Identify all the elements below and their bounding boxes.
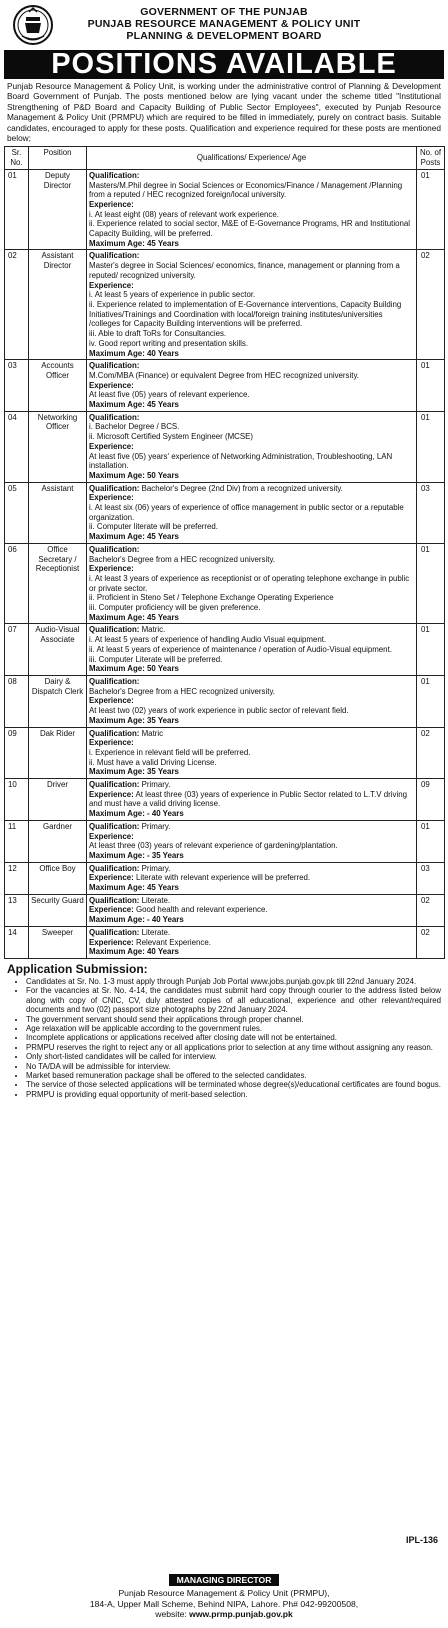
list-item: • PRMPU reserves the right to reject any or all applications prior to selection at any time without assigning any reason. — [26, 1043, 444, 1052]
col-header-sr: Sr. No. — [5, 147, 29, 169]
qualification-line: Qualification: Matric. — [89, 625, 166, 635]
row-sr-no: 07 — [5, 624, 29, 676]
row-posts: 01 — [417, 169, 445, 250]
qualification-line: Maximum Age: 45 Years — [89, 612, 179, 622]
row-qualifications — [87, 543, 417, 624]
row-qualifications — [87, 926, 417, 958]
row-sr-no: 01 — [5, 169, 29, 250]
row-sr-no: 03 — [5, 360, 29, 412]
col-header-posts: No. of Posts — [417, 147, 445, 169]
row-posts: 02 — [417, 727, 445, 779]
col-header-position: Position — [29, 147, 87, 169]
header-government: GOVERNMENT OF THE PUNJAB — [140, 6, 308, 18]
qualification-line: i. At least 5 years of experience of handling Audio Visual equipment. — [89, 635, 327, 645]
qualification-line: Qualification: — [89, 544, 140, 554]
footer — [4, 1570, 444, 1620]
qualification-line: Experience: Relevant Experience. — [89, 937, 211, 947]
website-label: website: — [155, 1609, 190, 1619]
row-qualifications — [87, 727, 417, 779]
list-item: • Only short-listed candidates will be called for interview. — [26, 1052, 444, 1061]
list-item: • Candidates at Sr. No. 1-3 must apply through Punjab Job Portal www.jobs.punjab.gov.pk till 22nd January 2024. — [26, 977, 444, 986]
qualification-line: Qualification: — [89, 251, 140, 261]
row-sr-no: 08 — [5, 676, 29, 728]
table-row — [5, 926, 445, 958]
qualification-line: Qualification: — [89, 677, 140, 686]
qualification-line: Experience: — [89, 441, 134, 451]
qualification-line: Experience: — [89, 493, 134, 503]
list-item: • The government servant should send their applications through proper channel. — [26, 1015, 444, 1024]
qualification-line: Masters/M.Phil degree in Social Sciences or Economics/Finance / Management /Planning from a reputed / HEC recognized foreign/local university. — [89, 180, 403, 200]
row-posts: 03 — [417, 862, 445, 894]
qualification-line: Maximum Age: - 35 Years — [89, 850, 184, 860]
qualification-line: Maximum Age: 50 Years — [89, 470, 179, 480]
qualification-line: Experience: — [89, 199, 134, 209]
list-item: • Age relaxation will be applicable according to the government rules. — [26, 1024, 444, 1033]
qualification-line: Experience: — [89, 831, 134, 841]
row-qualifications — [87, 779, 417, 821]
table-row — [5, 624, 445, 676]
qualification-line: Maximum Age: 45 Years — [89, 400, 179, 410]
qualification-line: ii. Must have a valid Driving License. — [89, 757, 217, 767]
row-qualifications — [87, 820, 417, 862]
footer-title: MANAGING DIRECTOR — [169, 1574, 280, 1586]
header-unit: PUNJAB RESOURCE MANAGEMENT & POLICY UNIT — [87, 18, 361, 30]
qualification-line: i. At least 5 years of experience in public sector. — [89, 290, 256, 300]
list-item: • For the vacancies at Sr. No. 4-14, the candidates must submit hard copy through courier to the address listed below along with copy of CNIC, CV, duly attested copies of all educational, experience and other relevant/required documents and two (02) passport size photographs by 22nd January 2024. — [26, 986, 444, 1014]
qualification-line: Bachelor's Degree from a HEC recognized university. — [89, 686, 275, 696]
list-item: • Market based remuneration package shall be offered to the selected candidates. — [26, 1071, 444, 1080]
row-position: Networking Officer — [29, 411, 87, 482]
qualification-line: Qualification: Primary. — [89, 821, 171, 831]
row-sr-no: 14 — [5, 926, 29, 958]
qualification-line: Qualification: Literate. — [89, 927, 171, 937]
footer-org: Punjab Resource Management & Policy Unit (PRMPU), — [118, 1588, 330, 1598]
row-position: Sweeper — [29, 926, 87, 958]
row-posts: 01 — [417, 820, 445, 862]
qualification-line: Maximum Age: 45 Years — [89, 238, 179, 248]
qualification-line: Experience: Good health and relevant experience. — [89, 905, 268, 915]
qualification-line: Experience: — [89, 380, 134, 390]
qualification-line: Qualification: Primary. — [89, 780, 171, 790]
row-qualifications — [87, 862, 417, 894]
qualification-line: Qualification: Matric — [89, 728, 164, 738]
qualification-line: i. At least 3 years of experience as receptionist or of operating telephone exchange in public or private sector. — [89, 573, 410, 593]
table-row — [5, 360, 445, 412]
row-position: Deputy Director — [29, 169, 87, 250]
row-qualifications — [87, 894, 417, 926]
row-position: Gardner — [29, 820, 87, 862]
row-position: Assistant — [29, 482, 87, 543]
qualification-line: Experience: — [89, 738, 134, 748]
list-item: • PRMPU is providing equal opportunity of merit-based selection. — [26, 1090, 444, 1099]
qualification-line: Maximum Age: 45 Years — [89, 883, 179, 893]
list-item: • Incomplete applications or applications received after closing date will not be entertained. — [26, 1033, 444, 1042]
list-item: • The service of those selected applications will be terminated whose degree(s)/educational certificates are found bogus. — [26, 1080, 444, 1089]
row-sr-no: 13 — [5, 894, 29, 926]
qualification-line: Maximum Age: 35 Years — [89, 715, 179, 725]
qualification-line: Maximum Age: 45 Years — [89, 532, 179, 542]
row-sr-no: 05 — [5, 482, 29, 543]
row-posts: 01 — [417, 624, 445, 676]
qualification-line: iv. Good report writing and presentation skills. — [89, 338, 249, 348]
table-row — [5, 250, 445, 360]
table-row — [5, 779, 445, 821]
row-position: Office Boy — [29, 862, 87, 894]
row-posts: 01 — [417, 411, 445, 482]
table-row — [5, 894, 445, 926]
qualification-line: Qualification: Literate. — [89, 895, 171, 905]
row-position: Assistant Director — [29, 250, 87, 360]
qualification-line: Qualification: — [89, 361, 140, 371]
table-row — [5, 169, 445, 250]
row-qualifications — [87, 624, 417, 676]
row-posts: 02 — [417, 894, 445, 926]
row-qualifications — [87, 360, 417, 412]
row-sr-no: 11 — [5, 820, 29, 862]
qualification-line: Maximum Age: 40 Years — [89, 947, 179, 957]
row-position: Dairy & Dispatch Clerk — [29, 676, 87, 728]
row-position: Security Guard — [29, 894, 87, 926]
row-position: Driver — [29, 779, 87, 821]
col-header-qualifications: Qualifications/ Experience/ Age — [87, 147, 417, 169]
row-posts: 03 — [417, 482, 445, 543]
row-posts: 01 — [417, 543, 445, 624]
qualification-line: Qualification: — [89, 170, 140, 180]
application-notes — [4, 977, 444, 1099]
row-sr-no: 10 — [5, 779, 29, 821]
footer-address: 184-A, Upper Mall Scheme, Behind NIPA, Lahore. Ph# 042-99200508, — [89, 1598, 359, 1609]
table-row — [5, 411, 445, 482]
qualification-line: At least three (03) years of relevant experience of gardening/plantation. — [89, 841, 338, 851]
row-sr-no: 09 — [5, 727, 29, 779]
qualification-line: At least five (05) years of relevant experience. — [89, 390, 250, 400]
qualification-line: i. Experience in relevant field will be preferred. — [89, 747, 251, 757]
table-row — [5, 727, 445, 779]
row-position: Accounts Officer — [29, 360, 87, 412]
qualification-line: At least two (02) years of work experience in public sector of relevant field. — [89, 706, 349, 716]
qualification-line: Qualification: — [89, 412, 140, 422]
row-posts: 01 — [417, 676, 445, 728]
positions-table — [4, 146, 445, 959]
qualification-line: Experience: Literate with relevant experience will be preferred. — [89, 873, 311, 883]
qualification-line: ii. Computer literate will be preferred. — [89, 522, 218, 532]
header-board: PLANNING & DEVELOPMENT BOARD — [126, 30, 322, 42]
job-advertisement — [4, 0, 444, 1619]
row-sr-no: 04 — [5, 411, 29, 482]
qualification-line: i. Bachelor Degree / BCS. — [89, 422, 180, 432]
positions-banner: POSITIONS AVAILABLE — [4, 50, 444, 79]
qualification-line: Maximum Age: - 40 Years — [89, 915, 184, 925]
row-qualifications — [87, 676, 417, 728]
row-qualifications — [87, 250, 417, 360]
qualification-line: Experience: — [89, 696, 134, 706]
row-position: Office Secretary / Receptionist — [29, 543, 87, 624]
qualification-line: i. At least six (06) years of experience of office management in public sector or a reputable organization. — [89, 503, 404, 522]
qualification-line: ii. Proficient in Steno Set / Telephone Exchange Operating Experience — [89, 593, 334, 603]
row-qualifications — [87, 411, 417, 482]
header — [4, 0, 444, 50]
table-row — [5, 820, 445, 862]
row-sr-no: 02 — [5, 250, 29, 360]
table-row — [5, 482, 445, 543]
qualification-line: i. At least eight (08) years of relevant work experience. — [89, 209, 279, 219]
qualification-line: Maximum Age: - 40 Years — [89, 809, 184, 819]
qualification-line: Master's degree in Social Sciences/ economics, finance, management or planning from a reputed/ recognized university. — [89, 261, 400, 280]
ipl-code: IPL-136 — [405, 1535, 438, 1545]
row-posts: 09 — [417, 779, 445, 821]
application-title: Application Submission: — [7, 961, 148, 976]
qualification-line: Maximum Age: 40 Years — [89, 348, 179, 358]
qualification-line: ii. At least 5 years of experience of maintenance / operation of Audio-Visual equipment. — [89, 644, 392, 654]
qualification-line: Experience: At least three (03) years of experience in Public Sector related to L.T.V driving and must have a valid driving license. — [89, 789, 407, 809]
row-position: Audio-Visual Associate — [29, 624, 87, 676]
intro-paragraph: Punjab Resource Management & Policy Unit, is working under the administrative control of Planning & Development Board Government of Punjab. The posts mentioned below are lying vacant under the scheme titled "Institutional Strengthening of P&D Board and Capacity Building of Public Sector Employees", executed by Punjab Resource Management & Policy Unit (PRMPU) which are required to be filled in immediately, purely on contract basis. Suitable candidates, encouraged to apply for these posts. Qualification and experience required for these posts are mentioned below; — [7, 81, 441, 144]
qualification-line: ii. Experience related to social sector, M&E of E-Governance Programs, HR and Institutional Capacity Building, will be preferred. — [89, 219, 411, 239]
footer-website — [4, 1609, 444, 1620]
government-of-punjab-emblem — [12, 4, 54, 46]
row-position: Dak Rider — [29, 727, 87, 779]
row-sr-no: 12 — [5, 862, 29, 894]
qualification-line: Maximum Age: 50 Years — [89, 664, 179, 674]
row-sr-no: 06 — [5, 543, 29, 624]
qualification-line: ii. Microsoft Certified System Engineer (MCSE) — [89, 432, 253, 442]
qualification-line: iii. Able to draft ToRs for Consultancies. — [89, 329, 227, 339]
row-qualifications — [87, 169, 417, 250]
list-item: • No TA/DA will be admissible for interview. — [26, 1062, 444, 1071]
row-qualifications — [87, 482, 417, 543]
qualification-line: M.Com/MBA (Finance) or equivalent Degree from HEC recognized university. — [89, 370, 359, 380]
row-posts: 02 — [417, 926, 445, 958]
row-posts: 02 — [417, 250, 445, 360]
website-link[interactable]: www.prmp.punjab.gov.pk — [189, 1609, 293, 1619]
table-header-row — [5, 147, 445, 169]
qualification-line: At least five (05) years' experience of Networking Administration, Troubleshooting, LAN installation. — [89, 451, 393, 471]
qualification-line: iii. Computer proficiency will be given preference. — [89, 603, 261, 613]
qualification-line: Bachelor's Degree from a HEC recognized university. — [89, 554, 275, 564]
table-row — [5, 543, 445, 624]
table-row — [5, 676, 445, 728]
qualification-line: Maximum Age: 35 Years — [89, 767, 179, 777]
table-row — [5, 862, 445, 894]
qualification-line: Qualification: Primary. — [89, 863, 171, 873]
qualification-line: Experience: — [89, 280, 134, 290]
qualification-line: Experience: — [89, 564, 134, 574]
row-posts: 01 — [417, 360, 445, 412]
qualification-line: ii. Experience related to implementation of E-Governance interventions, Capacity Building Initiatives/Trainings and Coordination with local/foreign training institutes/universities /colleges for Capacity Building interventions will be preferred. — [89, 299, 402, 329]
qualification-line: Qualification: Bachelor's Degree (2nd Div) from a recognized university. — [89, 483, 343, 493]
qualification-line: iii. Computer Literate will be preferred. — [89, 654, 223, 664]
